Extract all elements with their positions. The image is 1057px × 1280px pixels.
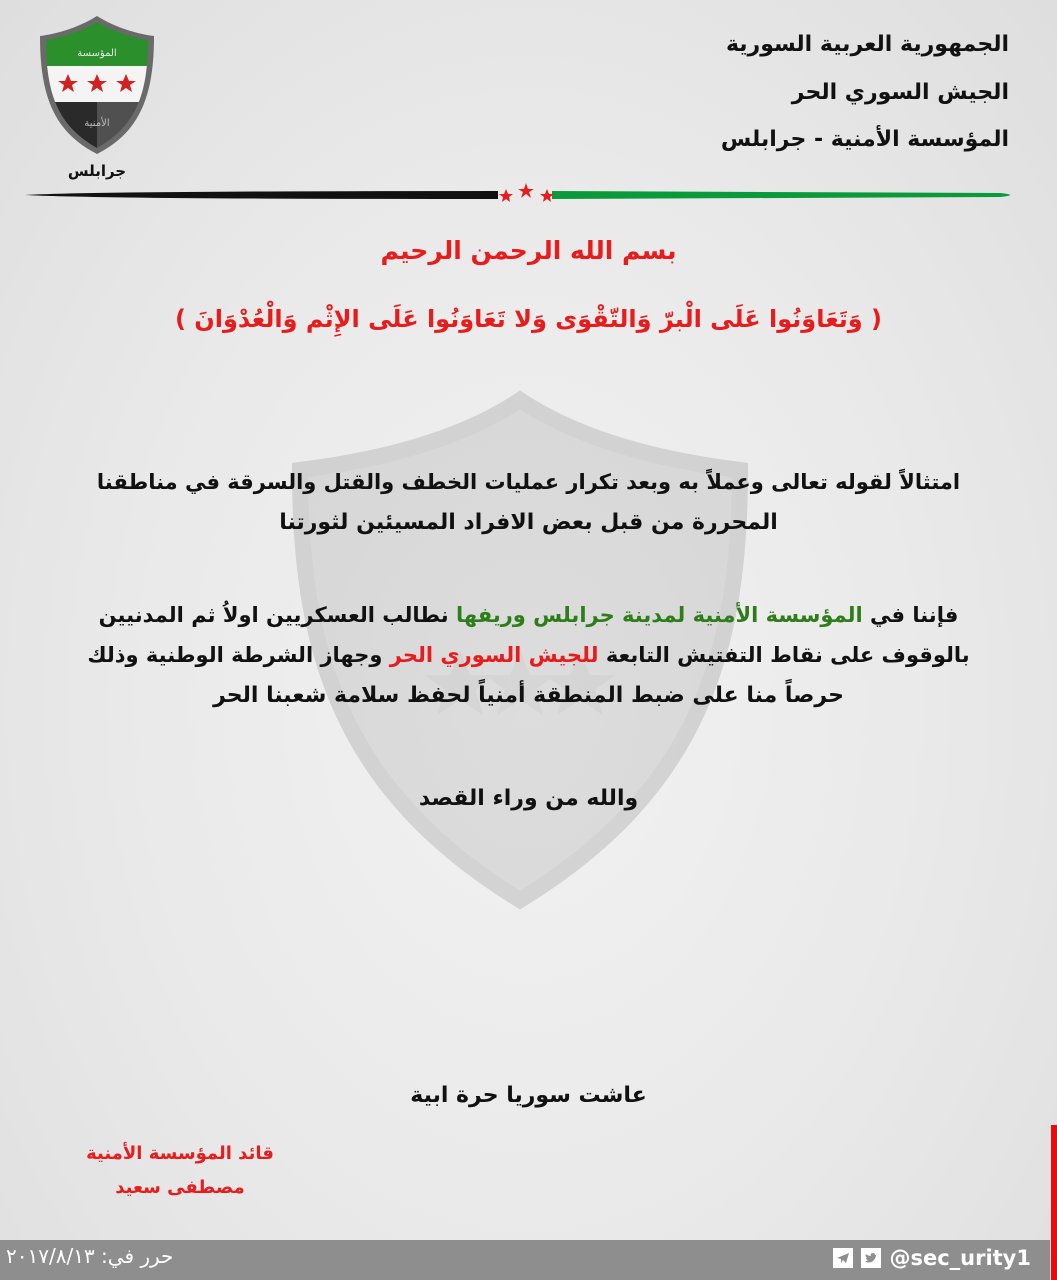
basmala: بسم الله الرحمن الرحيم xyxy=(380,236,677,265)
paragraph1-line2: المحررة من قبل بعض الافراد المسيئين لثورتنا xyxy=(279,510,778,535)
header-country: الجمهورية العربية السورية xyxy=(725,32,1009,57)
paragraph2-line3: حرصاً منا على ضبط المنطقة أمنياً لحفظ سلامة شعبنا الحر xyxy=(213,683,844,708)
star-icon xyxy=(540,189,554,202)
footer-social xyxy=(833,1246,1031,1270)
footer-date: حرر في: ٢٠١٧/٨/١٣ xyxy=(6,1244,174,1268)
slogan: عاشت سوريا حرة ابية xyxy=(410,1083,647,1108)
paragraph2-line1 xyxy=(0,603,1057,627)
paragraph1-line1: امتثالاً لقوله تعالى وعملاً به وبعد تكرار عمليات الخطف والقتل والسرقة في مناطقنا xyxy=(96,470,961,494)
social-handle[interactable]: @sec_urity1 xyxy=(889,1246,1031,1270)
red-edge-bar xyxy=(1051,1125,1057,1280)
star-icon xyxy=(518,183,534,198)
highlight-institution: المؤسسة الأمنية لمدينة جرابلس وريفها xyxy=(455,603,863,627)
paragraph2-text: نطالب العسكريين اولاُ ثم المدنيين xyxy=(98,603,456,627)
header-army: الجيش السوري الحر xyxy=(791,80,1009,105)
paragraph2-line2 xyxy=(0,643,1057,667)
paragraph2-text: وجهاز الشرطة الوطنية وذلك xyxy=(87,643,390,667)
quran-verse: ( وَتَعَاوَنُوا عَلَى الْبرّ وَالتّقْوَى وَلا تَعَاوَنُوا عَلَى الإِثْم وَالْعُدْوَانَ ) xyxy=(174,305,883,333)
svg-text:المؤسسة: المؤسسة xyxy=(77,48,117,59)
paragraph2-text: بالوقوف على نقاط التفتيش التابعة xyxy=(598,643,970,667)
twitter-icon[interactable] xyxy=(861,1248,881,1268)
paragraph2-text: فإننا في xyxy=(862,603,959,627)
logo-caption: جرابلس xyxy=(67,162,127,180)
logo xyxy=(38,14,156,184)
signature-title: قائد المؤسسة الأمنية xyxy=(86,1143,274,1164)
signature-block xyxy=(60,1137,300,1205)
star-icon xyxy=(499,189,513,202)
shield-logo-icon xyxy=(38,14,156,154)
telegram-icon[interactable] xyxy=(833,1248,853,1268)
svg-text:الأمنية: الأمنية xyxy=(84,118,110,129)
header-institution: المؤسسة الأمنية - جرابلس xyxy=(720,127,1009,152)
signature-name: مصطفى سعيد xyxy=(115,1177,245,1198)
flag-divider xyxy=(20,180,1030,204)
closing-line: والله من وراء القصد xyxy=(418,786,639,811)
highlight-fsa: للجيش السوري الحر xyxy=(389,643,599,667)
